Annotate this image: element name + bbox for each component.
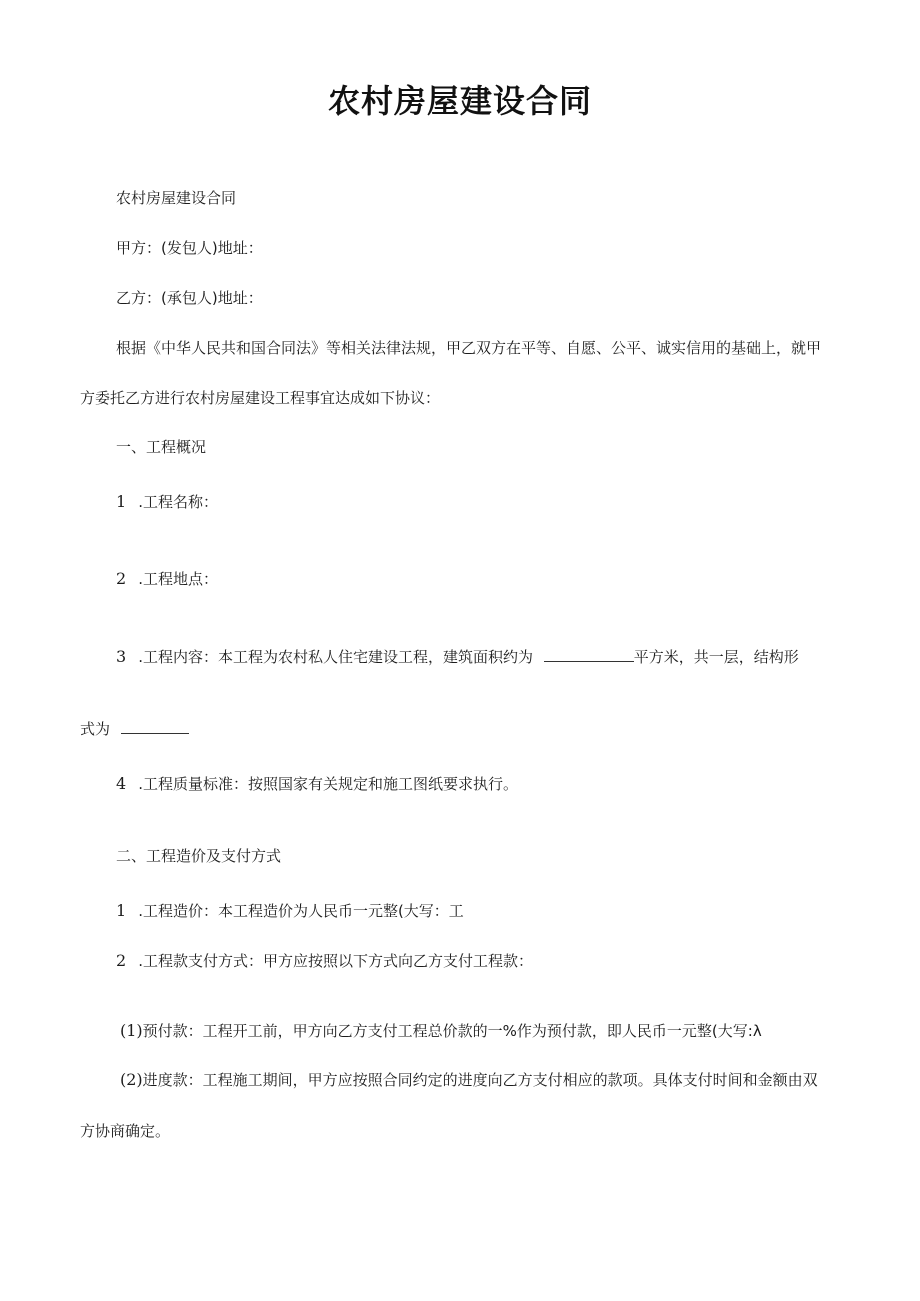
item-text: .工程名称： <box>138 493 218 511</box>
item-text-cont: 平方米，共一层，结构形 <box>633 648 799 666</box>
section-1-item-3-cont <box>80 719 189 739</box>
item-number: 1 <box>116 901 127 920</box>
item-number: 4 <box>116 774 127 793</box>
sub-number: (2) <box>120 1070 143 1089</box>
section-2-sub-2-cont: 方协商确定。 <box>80 1122 171 1140</box>
subtitle-line: 农村房屋建设合同 <box>116 189 237 207</box>
party-b-line: 乙方：(承包人)地址： <box>116 289 263 307</box>
item-number: 1 <box>116 492 127 511</box>
section-2-sub-1 <box>120 1021 762 1041</box>
structure-blank-field <box>121 719 189 734</box>
preamble-line-2: 方委托乙方进行农村房屋建设工程事宜达成如下协议： <box>80 389 441 407</box>
section-1-item-4 <box>116 774 518 794</box>
structure-label: 式为 <box>80 720 111 738</box>
sub-number: (1) <box>120 1021 143 1040</box>
item-text: .工程造价：本工程造价为人民币一元整(大写：工 <box>138 902 464 920</box>
item-text: .工程款支付方式：甲方应按照以下方式向乙方支付工程款： <box>138 952 533 970</box>
section-2-item-1 <box>116 901 464 921</box>
sub-text: 进度款：工程施工期间，甲方应按照合同约定的进度向乙方支付相应的款项。具体支付时间和金额由双 <box>142 1071 818 1089</box>
document-title: 农村房屋建设合同 <box>327 82 592 120</box>
item-number: 3 <box>116 647 127 666</box>
item-number: 2 <box>116 569 127 588</box>
item-number: 2 <box>116 951 127 970</box>
item-text: .工程内容：本工程为农村私人住宅建设工程，建筑面积约为 <box>138 648 533 666</box>
section-1-heading: 一、工程概况 <box>116 438 207 456</box>
section-2-sub-2 <box>120 1070 818 1090</box>
area-blank-field <box>544 647 634 662</box>
sub-text: 预付款：工程开工前，甲方向乙方支付工程总价款的一%作为预付款，即人民币一元整(大写:λ <box>142 1022 762 1040</box>
preamble-line-1: 根据《中华人民共和国合同法》等相关法律法规，甲乙双方在平等、自愿、公平、诚实信用的基础上，就甲 <box>116 339 822 357</box>
section-2-item-2 <box>116 951 533 971</box>
item-text: .工程地点： <box>138 570 218 588</box>
section-1-item-1 <box>116 492 218 512</box>
party-a-line: 甲方：(发包人)地址： <box>116 239 263 257</box>
section-1-item-3 <box>116 647 799 667</box>
section-1-item-2 <box>116 569 218 589</box>
section-2-heading: 二、工程造价及支付方式 <box>116 847 282 865</box>
item-text: .工程质量标准：按照国家有关规定和施工图纸要求执行。 <box>138 775 518 793</box>
